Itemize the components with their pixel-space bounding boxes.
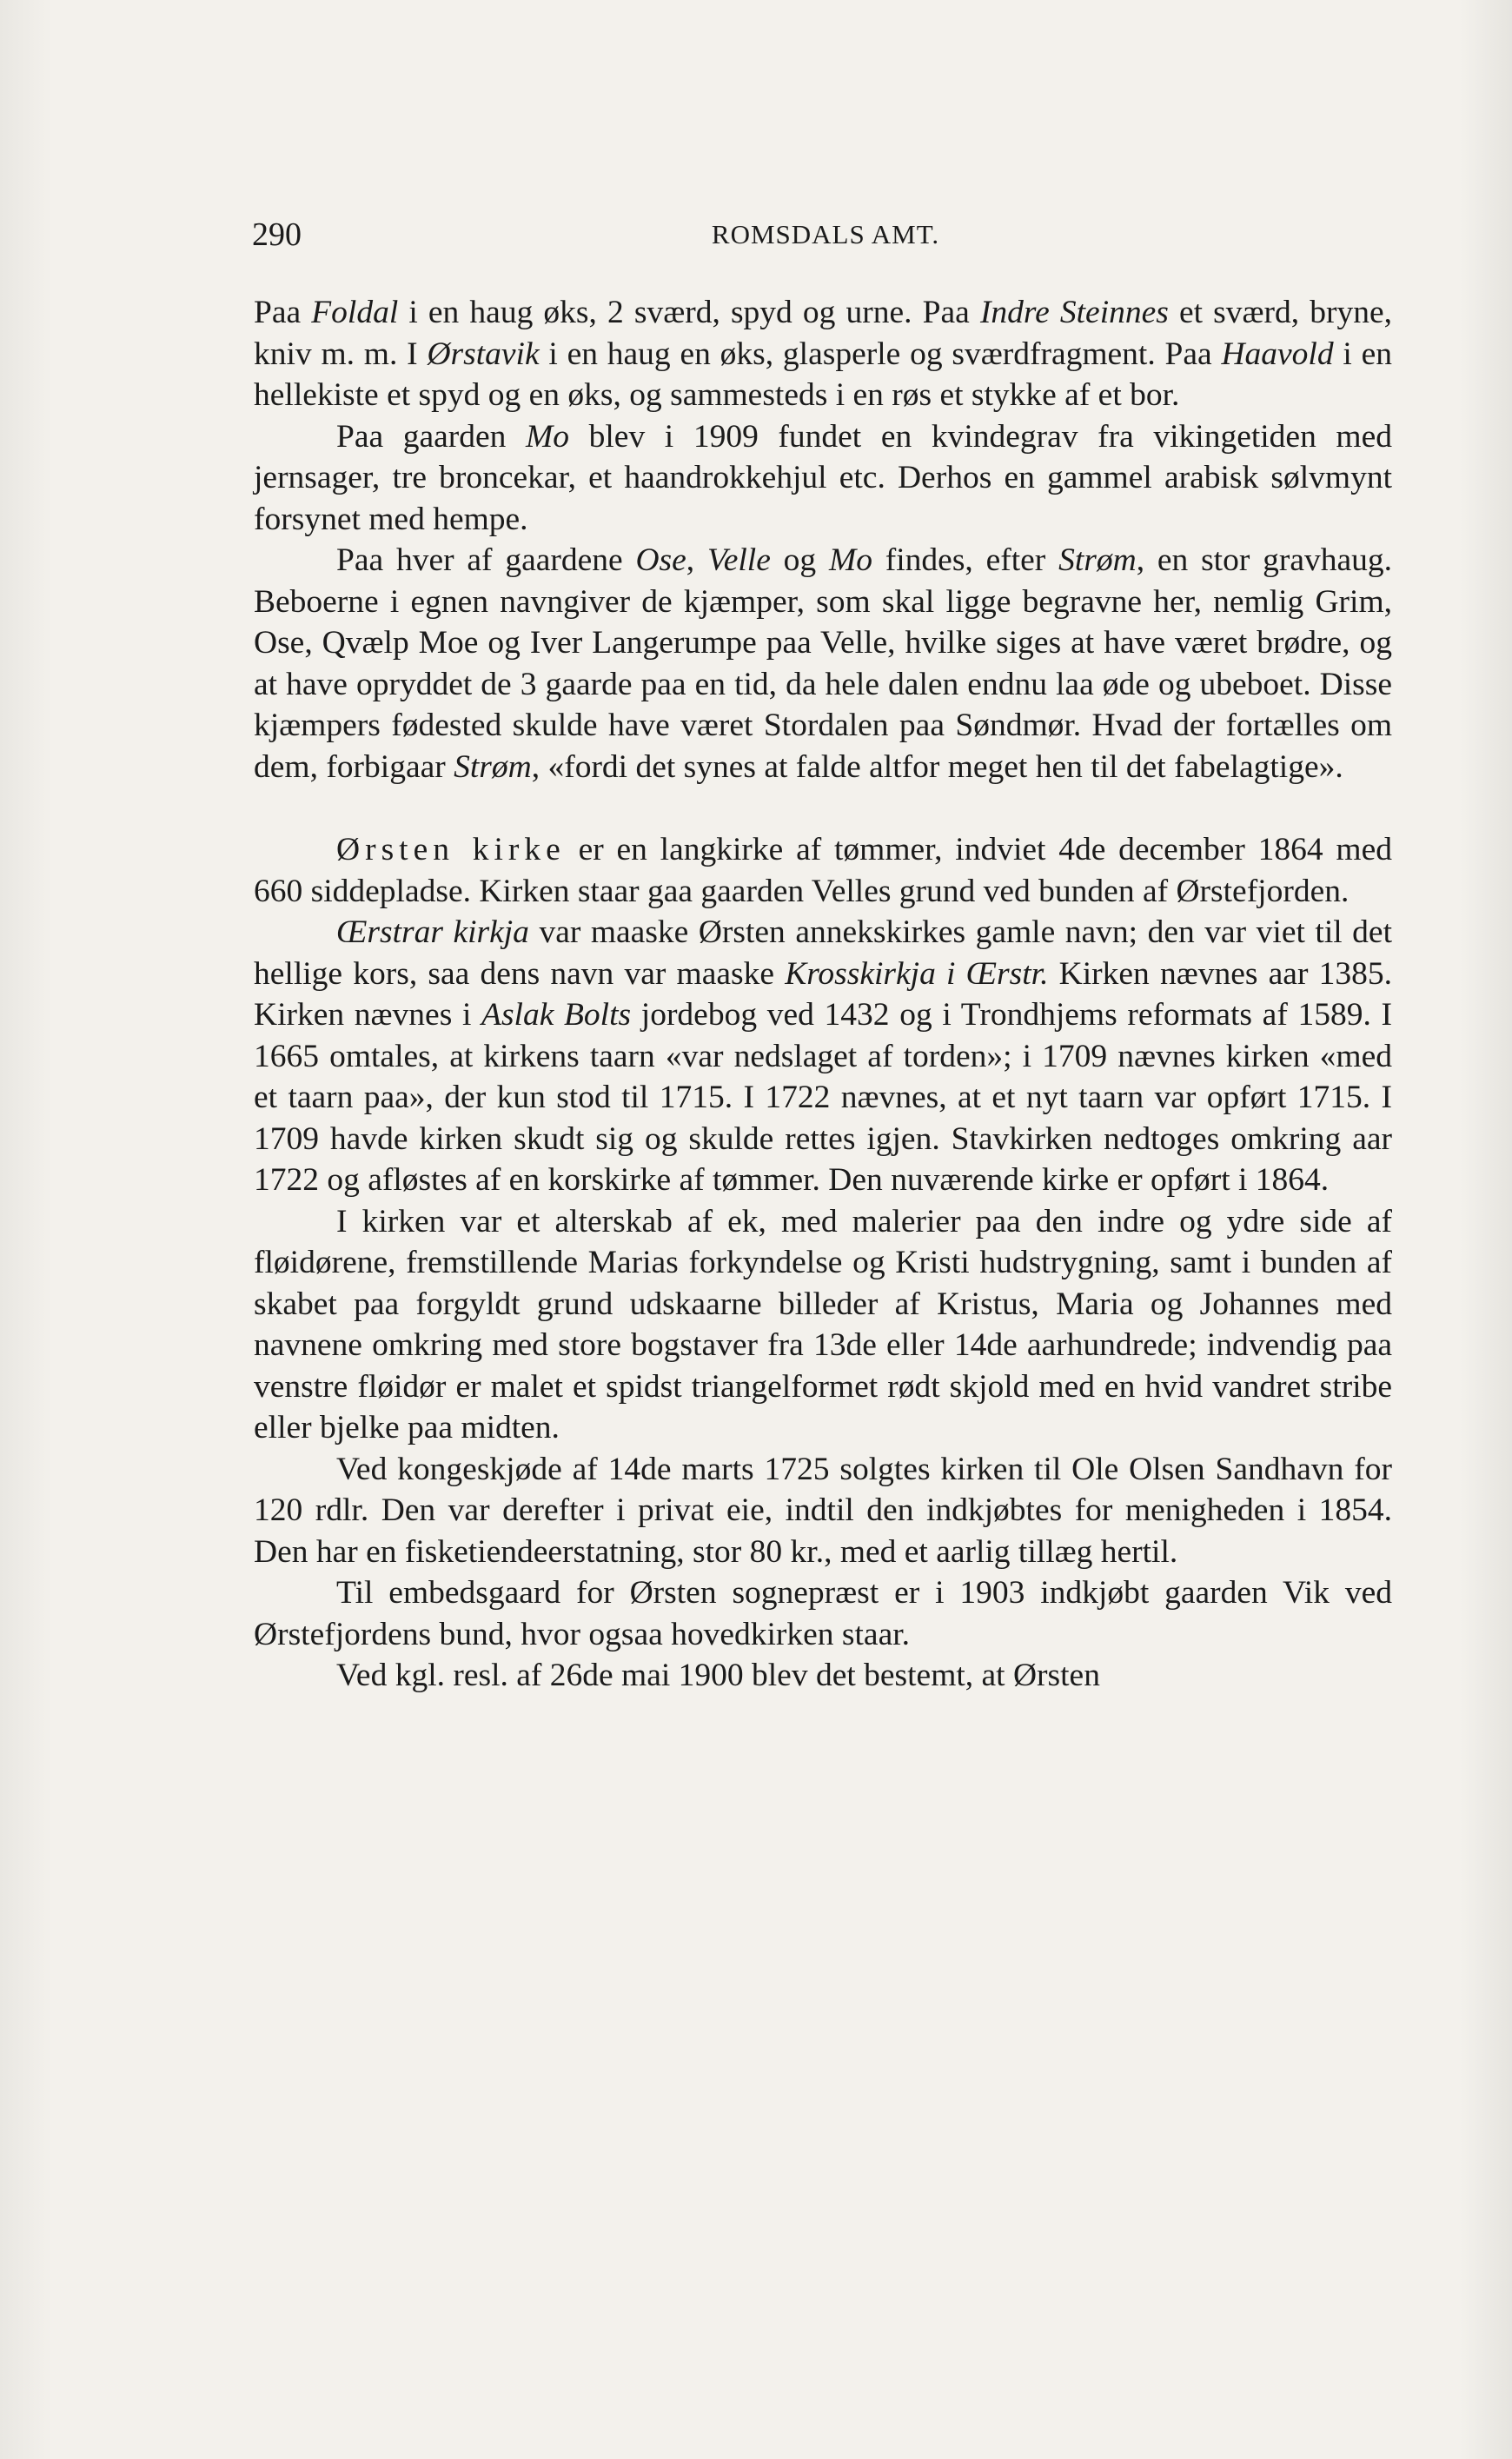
page-header xyxy=(252,216,1382,257)
paragraph xyxy=(254,912,1392,1201)
italic-name: Haavold xyxy=(1221,336,1334,372)
text-run: er en langkirke af tømmer, indviet 4de december 1864 med 660 siddepladse. Kirken staar gaa gaarden Velles grund ved bunden af Ørstefjorden. xyxy=(254,832,1392,909)
italic-name: Ørstavik xyxy=(427,336,540,372)
text-run: var maaske Ørsten annekskirkes gamle navn; den var viet til det hellige kors, saa dens navn var maaske xyxy=(254,914,1392,992)
text-run: et sværd, bryne, kniv m. m. I xyxy=(254,295,1392,372)
text-run: Kirken nævnes aar 1385. Kirken nævnes i xyxy=(254,955,1393,1033)
text-run: Ved kgl. resl. af 26de mai 1900 blev det bestemt, at Ørsten xyxy=(336,1658,1100,1693)
paragraph xyxy=(254,292,1392,416)
paragraph xyxy=(254,1572,1392,1655)
paragraph xyxy=(254,540,1392,788)
section-heading: Ørsten kirke xyxy=(336,832,566,867)
text-run: Ved kongeskjøde af 14de marts 1725 solgtes kirken til Ole Olsen Sandhavn for 120 rdlr. Den var derefter i privat eie, indtil den indkjøbtes for menigheden i 1854. Den har en fisketiendeerstatning, stor 80 kr., med et aarlig tillæg hertil. xyxy=(254,1451,1392,1570)
italic-name: Aslak Bolts xyxy=(481,997,632,1033)
text-run: Til embedsgaard for Ørsten sognepræst er i 1903 indkjøbt gaarden Vik ved Ørstefjordens bund, hvor ogsaa hovedkirken staar. xyxy=(254,1575,1392,1652)
text-run: Paa hver af gaardene xyxy=(336,542,636,578)
text-run: , xyxy=(686,542,707,578)
text-run: , en stor gravhaug. Beboerne i egnen navngiver de kjæmper, som skal ligge begravne her, nemlig Grim, Ose, Qvælp Moe og Iver Langerumpe paa Velle, hvilke siges at have været brødre, og at have opryddet de 3 gaarde paa en tid, da hele dalen endnu laa øde og ubeboet. Disse kjæmpers fødested skulde have været Stordalen paa Søndmør. Hvad der fortælles om dem, forbigaar xyxy=(254,542,1393,785)
italic-name: Strøm xyxy=(454,748,532,785)
text-run: i en haug en øks, glasperle og sværdfragment. Paa xyxy=(539,336,1222,372)
text-run: findes, efter xyxy=(872,542,1059,578)
italic-name: Strøm xyxy=(1058,542,1137,578)
body-text xyxy=(254,292,1392,1697)
paragraph xyxy=(254,416,1392,541)
italic-name: Œrstrar kirkja xyxy=(336,914,529,950)
italic-name: Indre Steinnes xyxy=(979,295,1169,330)
paragraph xyxy=(254,1201,1392,1449)
italic-name: Velle xyxy=(706,542,771,578)
text-run: blev i 1909 fundet en kvindegrav fra vikingetiden med jernsager, tre broncekar, et haandrokkehjul etc. Derhos en gammel arabisk sølvmynt forsynet med hempe. xyxy=(254,418,1392,537)
paragraph xyxy=(254,829,1392,912)
text-run: Paa xyxy=(254,295,312,330)
text-run: i en hellekiste et spyd og en øks, og sammesteds i en røs et stykke af et bor. xyxy=(254,336,1392,413)
text-run: og xyxy=(770,542,829,578)
italic-name: Foldal xyxy=(311,295,399,330)
italic-name: Ose xyxy=(635,542,686,578)
text-run: Paa gaarden xyxy=(336,418,527,455)
text-run: jordebog ved 1432 og i Trondhjems reformats af 1589. I 1665 omtales, at kirkens taarn «var nedslaget af torden»; i 1709 nævnes kirken «med et taarn paa», der kun stod til 1715. I 1722 nævnes, at et nyt taarn var opført 1715. I 1709 havde kirken skudt sig og skulde rettes igjen. Stavkirken nedtoges omkring aar 1722 og afløstes af en korskirke af tømmer. Den nuværende kirke er opført i 1864. xyxy=(254,997,1392,1198)
text-run: i en haug øks, 2 sværd, spyd og urne. Paa xyxy=(398,295,980,330)
page-number: 290 xyxy=(252,216,302,253)
paragraph xyxy=(254,1449,1392,1573)
italic-name: Mo xyxy=(828,542,872,578)
text-run: , «fordi det synes at falde altfor meget hen til det fabelagtige». xyxy=(531,748,1343,785)
paragraph xyxy=(254,1655,1392,1697)
text-run: I kirken var et alterskab af ek, med malerier paa den indre og ydre side af fløidørene, fremstillende Marias forkyndelse og Kristi hudstrygning, samt i bunden af skabet paa forgyldt grund udskaarne billeder af Kristus, Maria og Johannes med navnene omkring med store bogstaver fra 13de eller 14de aarhundrede; indvendig paa venstre fløidør er malet et spidst triangelformet rødt skjold med en hvid vandret stribe eller bjelke paa midten. xyxy=(254,1203,1392,1445)
italic-name: Krosskirkja i Œrstr. xyxy=(785,955,1049,992)
italic-name: Mo xyxy=(526,418,570,455)
running-head: ROMSDALS AMT. xyxy=(711,219,940,249)
